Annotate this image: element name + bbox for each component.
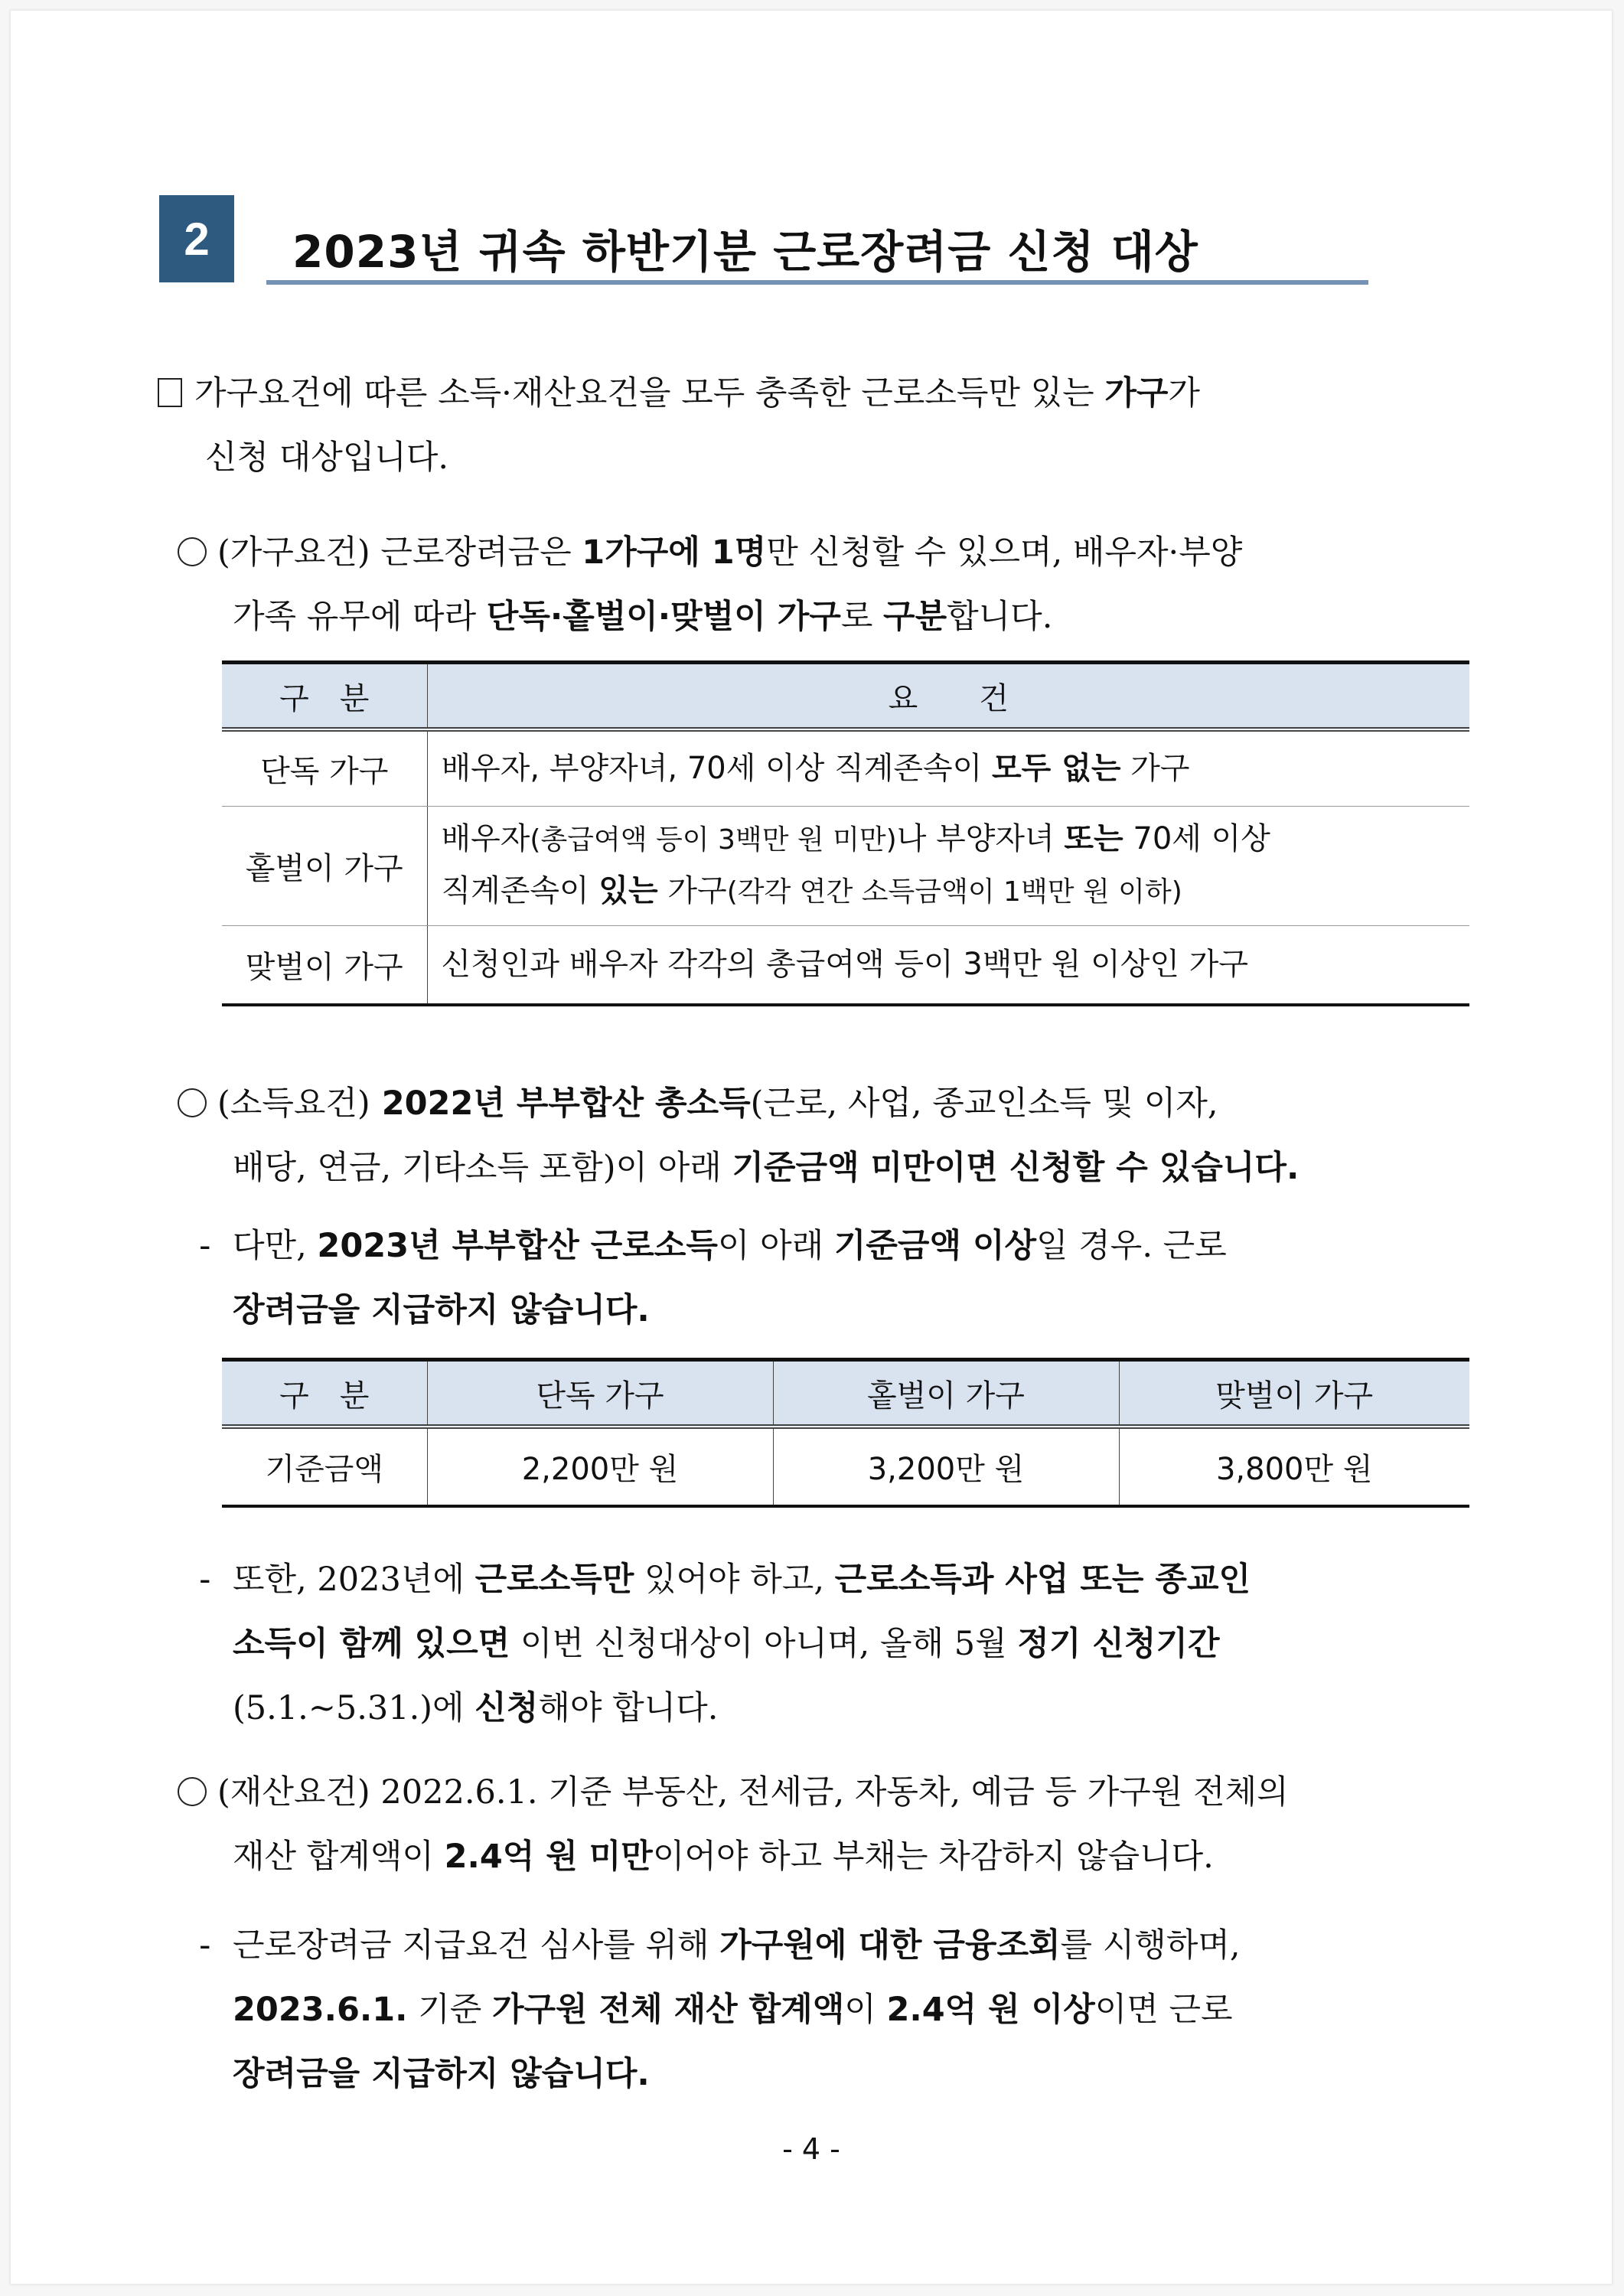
circle-bullet-icon <box>178 537 207 566</box>
row-category: 단독 가구 <box>222 729 427 806</box>
document-page <box>11 11 1612 2284</box>
income-threshold-table <box>222 1358 1469 1508</box>
section-title-underline <box>266 280 1368 285</box>
income-note-1: - 다만, 2023년 부부합산 근로소득이 아래 기준금액 이상일 경우. 근로 장려금을 지급하지 않습니다. <box>199 1227 1227 1329</box>
property-label: (재산요건) <box>217 1773 370 1812</box>
household-label: (가구요건) <box>217 533 370 572</box>
household-type-table <box>222 660 1469 1006</box>
threshold-single: 2,200만 원 <box>427 1427 773 1506</box>
header-category: 구 분 <box>222 663 427 730</box>
income-requirement-paragraph: (소득요건) 2022년 부부합산 총소득(근로, 사업, 종교인소득 및 이자, 배당, 연금, 기타소득 포함)이 아래 기준금액 미만이면 신청할 수 있습니다. <box>178 1071 1299 1200</box>
table-row <box>222 806 1469 925</box>
header-single: 단독 가구 <box>427 1360 773 1427</box>
property-requirement-paragraph: (재산요건) 2022.6.1. 기준 부동산, 전세금, 자동차, 예금 등 가구원 전체의 재산 합계액이 2.4억 원 미만이어야 하고 부채는 차감하지 않습니다. <box>178 1760 1289 1889</box>
household-requirement-paragraph: (가구요건) 근로장려금은 1가구에 1명만 신청할 수 있으며, 배우자·부양 가족 유무에 따라 단독·홑벌이·맞벌이 가구로 구분합니다. <box>178 520 1242 649</box>
row-category: 홑벌이 가구 <box>222 806 427 925</box>
square-bullet-icon <box>158 378 182 407</box>
table-header-row <box>222 663 1469 730</box>
table-row <box>222 1427 1469 1506</box>
property-note: - 근로장려금 지급요건 심사를 위해 가구원에 대한 금융조회를 시행하며, 2023.6.1. 기준 가구원 전체 재산 합계액이 2.4억 원 이상이면 근로 장려금을 지급하지 않습니다. <box>199 1926 1241 2093</box>
table-header-row <box>222 1360 1469 1427</box>
header-dual-earner: 맞벌이 가구 <box>1119 1360 1469 1427</box>
row-label: 기준금액 <box>222 1427 427 1506</box>
intro-paragraph: 가구요건에 따른 소득·재산요건을 모두 충족한 근로소득만 있는 가구가 신청 대상입니다. <box>158 361 1200 490</box>
page-number: - 4 - <box>782 2132 840 2166</box>
row-category: 맞벌이 가구 <box>222 925 427 1005</box>
circle-bullet-icon <box>178 1777 207 1806</box>
section-number-badge: 2 <box>159 195 234 282</box>
header-requirement: 요 건 <box>427 663 1469 730</box>
header-single-earner: 홑벌이 가구 <box>773 1360 1119 1427</box>
income-note-2: - 또한, 2023년에 근로소득만 있어야 하고, 근로소득과 사업 또는 종교인 소득이 함께 있으면 이번 신청대상이 아니며, 올해 5월 정기 신청기간 (5.1.~5.31.)에 신청해야 합니다. <box>199 1561 1251 1727</box>
header-category: 구 분 <box>222 1360 427 1427</box>
section-title: 2023년 귀속 하반기분 근로장려금 신청 대상 <box>292 226 1198 278</box>
threshold-dual-earner: 3,800만 원 <box>1119 1427 1469 1506</box>
row-requirement: 배우자, 부양자녀, 70세 이상 직계존속이 모두 없는 가구 <box>427 729 1469 806</box>
table-row <box>222 925 1469 1005</box>
table-row <box>222 729 1469 806</box>
circle-bullet-icon <box>178 1088 207 1117</box>
income-label: (소득요건) <box>217 1084 370 1123</box>
row-requirement: 배우자(총급여액 등이 3백만 원 미만)나 부양자녀 또는 70세 이상 직계존속이 있는 가구(각각 연간 소득금액이 1백만 원 이하) <box>427 806 1469 925</box>
row-requirement: 신청인과 배우자 각각의 총급여액 등이 3백만 원 이상인 가구 <box>427 925 1469 1005</box>
threshold-single-earner: 3,200만 원 <box>773 1427 1119 1506</box>
